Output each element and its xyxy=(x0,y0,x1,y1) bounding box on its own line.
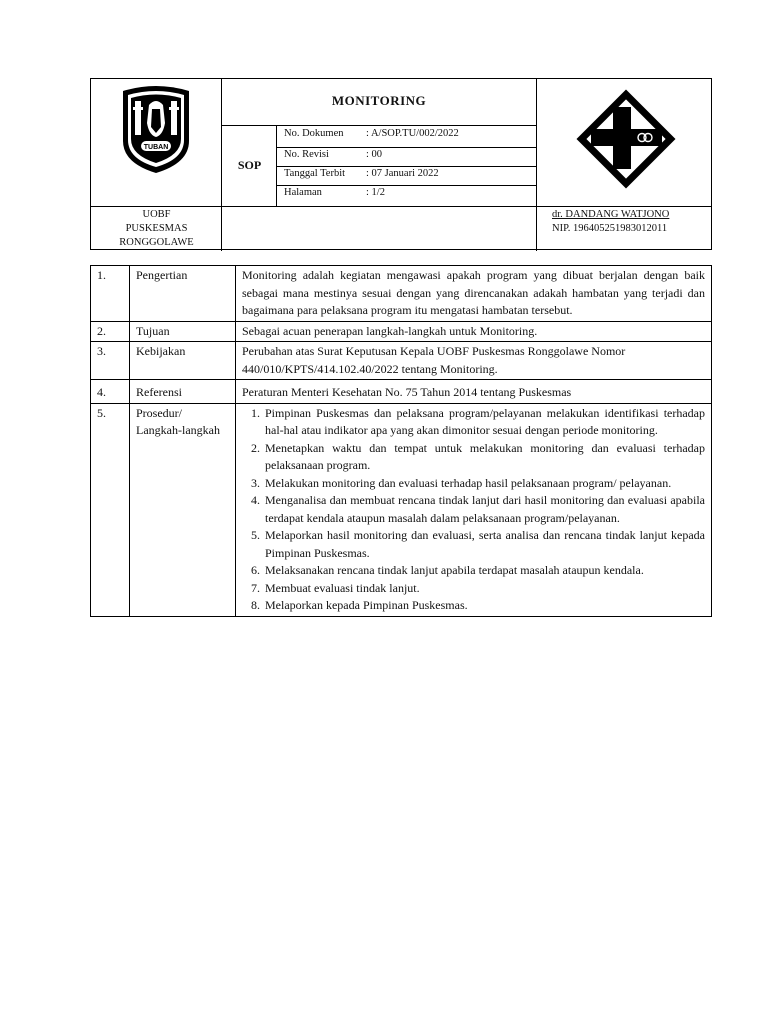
row-content: Monitoring adalah kegiatan mengawasi apakah program yang dibuat berjalan dengan baik sebagai mana mestinya sesuai dengan yang direncanakan adakah hambatan yang terjadi dan bagaimana para pelaksana program itu mengatasi hambatan tersebut. xyxy=(236,266,712,322)
meta-label: No. Dokumen xyxy=(284,128,344,139)
procedure-step: 4. Menganalisa dan membuat rencana tindak lanjut dari hasil monitoring dan evaluasi apabila terdapat kendala ataupun masalah dalam pelaksanaan program/pelayanan. xyxy=(263,492,705,527)
row-number: 1. xyxy=(91,266,130,322)
procedure-step: 3. Melakukan monitoring dan evaluasi terhadap hasil pelaksanaan program/ pelayanan. xyxy=(263,475,705,493)
meta-label: No. Revisi xyxy=(284,149,329,160)
procedure-steps xyxy=(236,403,712,616)
page-title: MONITORING xyxy=(331,93,427,108)
header-divider xyxy=(276,166,536,167)
row-number: 2. xyxy=(91,321,130,342)
org-line: PUSKESMAS xyxy=(125,223,188,234)
organization-name xyxy=(91,208,222,250)
puskesmas-logo xyxy=(570,83,682,195)
procedure-step: 6. Melaksanakan rencana tindak lanjut apabila terdapat masalah ataupun kendala. xyxy=(263,562,705,580)
table-row xyxy=(91,321,712,342)
procedure-step: 7. Membuat evaluasi tindak lanjut. xyxy=(263,580,705,598)
meta-row xyxy=(284,128,459,139)
signer-name: dr. DANDANG WATJONO xyxy=(552,209,670,220)
signer-nip: NIP. 196405251983012011 xyxy=(552,223,668,234)
meta-label: Halaman xyxy=(284,187,322,198)
meta-row xyxy=(284,149,382,160)
table-row xyxy=(91,266,712,322)
table-row xyxy=(91,403,712,616)
row-label: Kebijakan xyxy=(130,342,236,380)
row-label: Tujuan xyxy=(130,321,236,342)
tuban-crest-logo xyxy=(119,83,193,175)
row-label: Referensi xyxy=(130,380,236,404)
meta-value: : 00 xyxy=(366,149,383,160)
sop-content-table xyxy=(90,265,712,617)
row-number: 5. xyxy=(91,403,130,616)
table-row xyxy=(91,380,712,404)
meta-label: Tanggal Terbit xyxy=(284,168,346,179)
crest-motto: TUBAN xyxy=(143,144,169,151)
meta-row xyxy=(284,168,439,179)
org-line: RONGGOLAWE xyxy=(119,237,194,248)
header-divider xyxy=(276,185,536,186)
meta-value: : A/SOP.TU/002/2022 xyxy=(366,128,459,139)
row-label: Pengertian xyxy=(130,266,236,322)
header-divider xyxy=(91,206,711,207)
meta-value: : 1/2 xyxy=(366,187,385,198)
procedure-step: 8. Melaporkan kepada Pimpinan Puskesmas. xyxy=(263,597,705,615)
procedure-step: 2. Menetapkan waktu dan tempat untuk melakukan monitoring dan evaluasi terhadap pelaksanaan program. xyxy=(263,440,705,475)
header-divider xyxy=(536,79,537,251)
procedure-step: 1. Pimpinan Puskesmas dan pelaksana program/pelayanan melakukan identifikasi terhadap hal-hal atau indikator apa yang akan dimonitor sesuai dengan periode monitoring. xyxy=(263,405,705,440)
sop-header xyxy=(90,78,712,250)
row-label: Prosedur/ Langkah-langkah xyxy=(130,403,236,616)
row-content: Peraturan Menteri Kesehatan No. 75 Tahun 2014 tentang Puskesmas xyxy=(236,380,712,404)
meta-row xyxy=(284,187,385,198)
table-row xyxy=(91,342,712,380)
row-content: Sebagai acuan penerapan langkah-langkah untuk Monitoring. xyxy=(236,321,712,342)
procedure-step: 5. Melaporkan hasil monitoring dan evaluasi, serta analisa dan rencana tindak lanjut kepada Pimpinan Puskesmas. xyxy=(263,527,705,562)
org-line: UOBF xyxy=(142,209,171,220)
header-divider xyxy=(276,147,536,148)
row-number: 4. xyxy=(91,380,130,404)
row-number: 3. xyxy=(91,342,130,380)
sop-label: SOP xyxy=(237,158,262,172)
header-divider xyxy=(221,125,536,126)
meta-value: : 07 Januari 2022 xyxy=(366,168,439,179)
row-content: Perubahan atas Surat Keputusan Kepala UOBF Puskesmas Ronggolawe Nomor 440/010/KPTS/414.102.40/2022 tentang Monitoring. xyxy=(236,342,712,380)
